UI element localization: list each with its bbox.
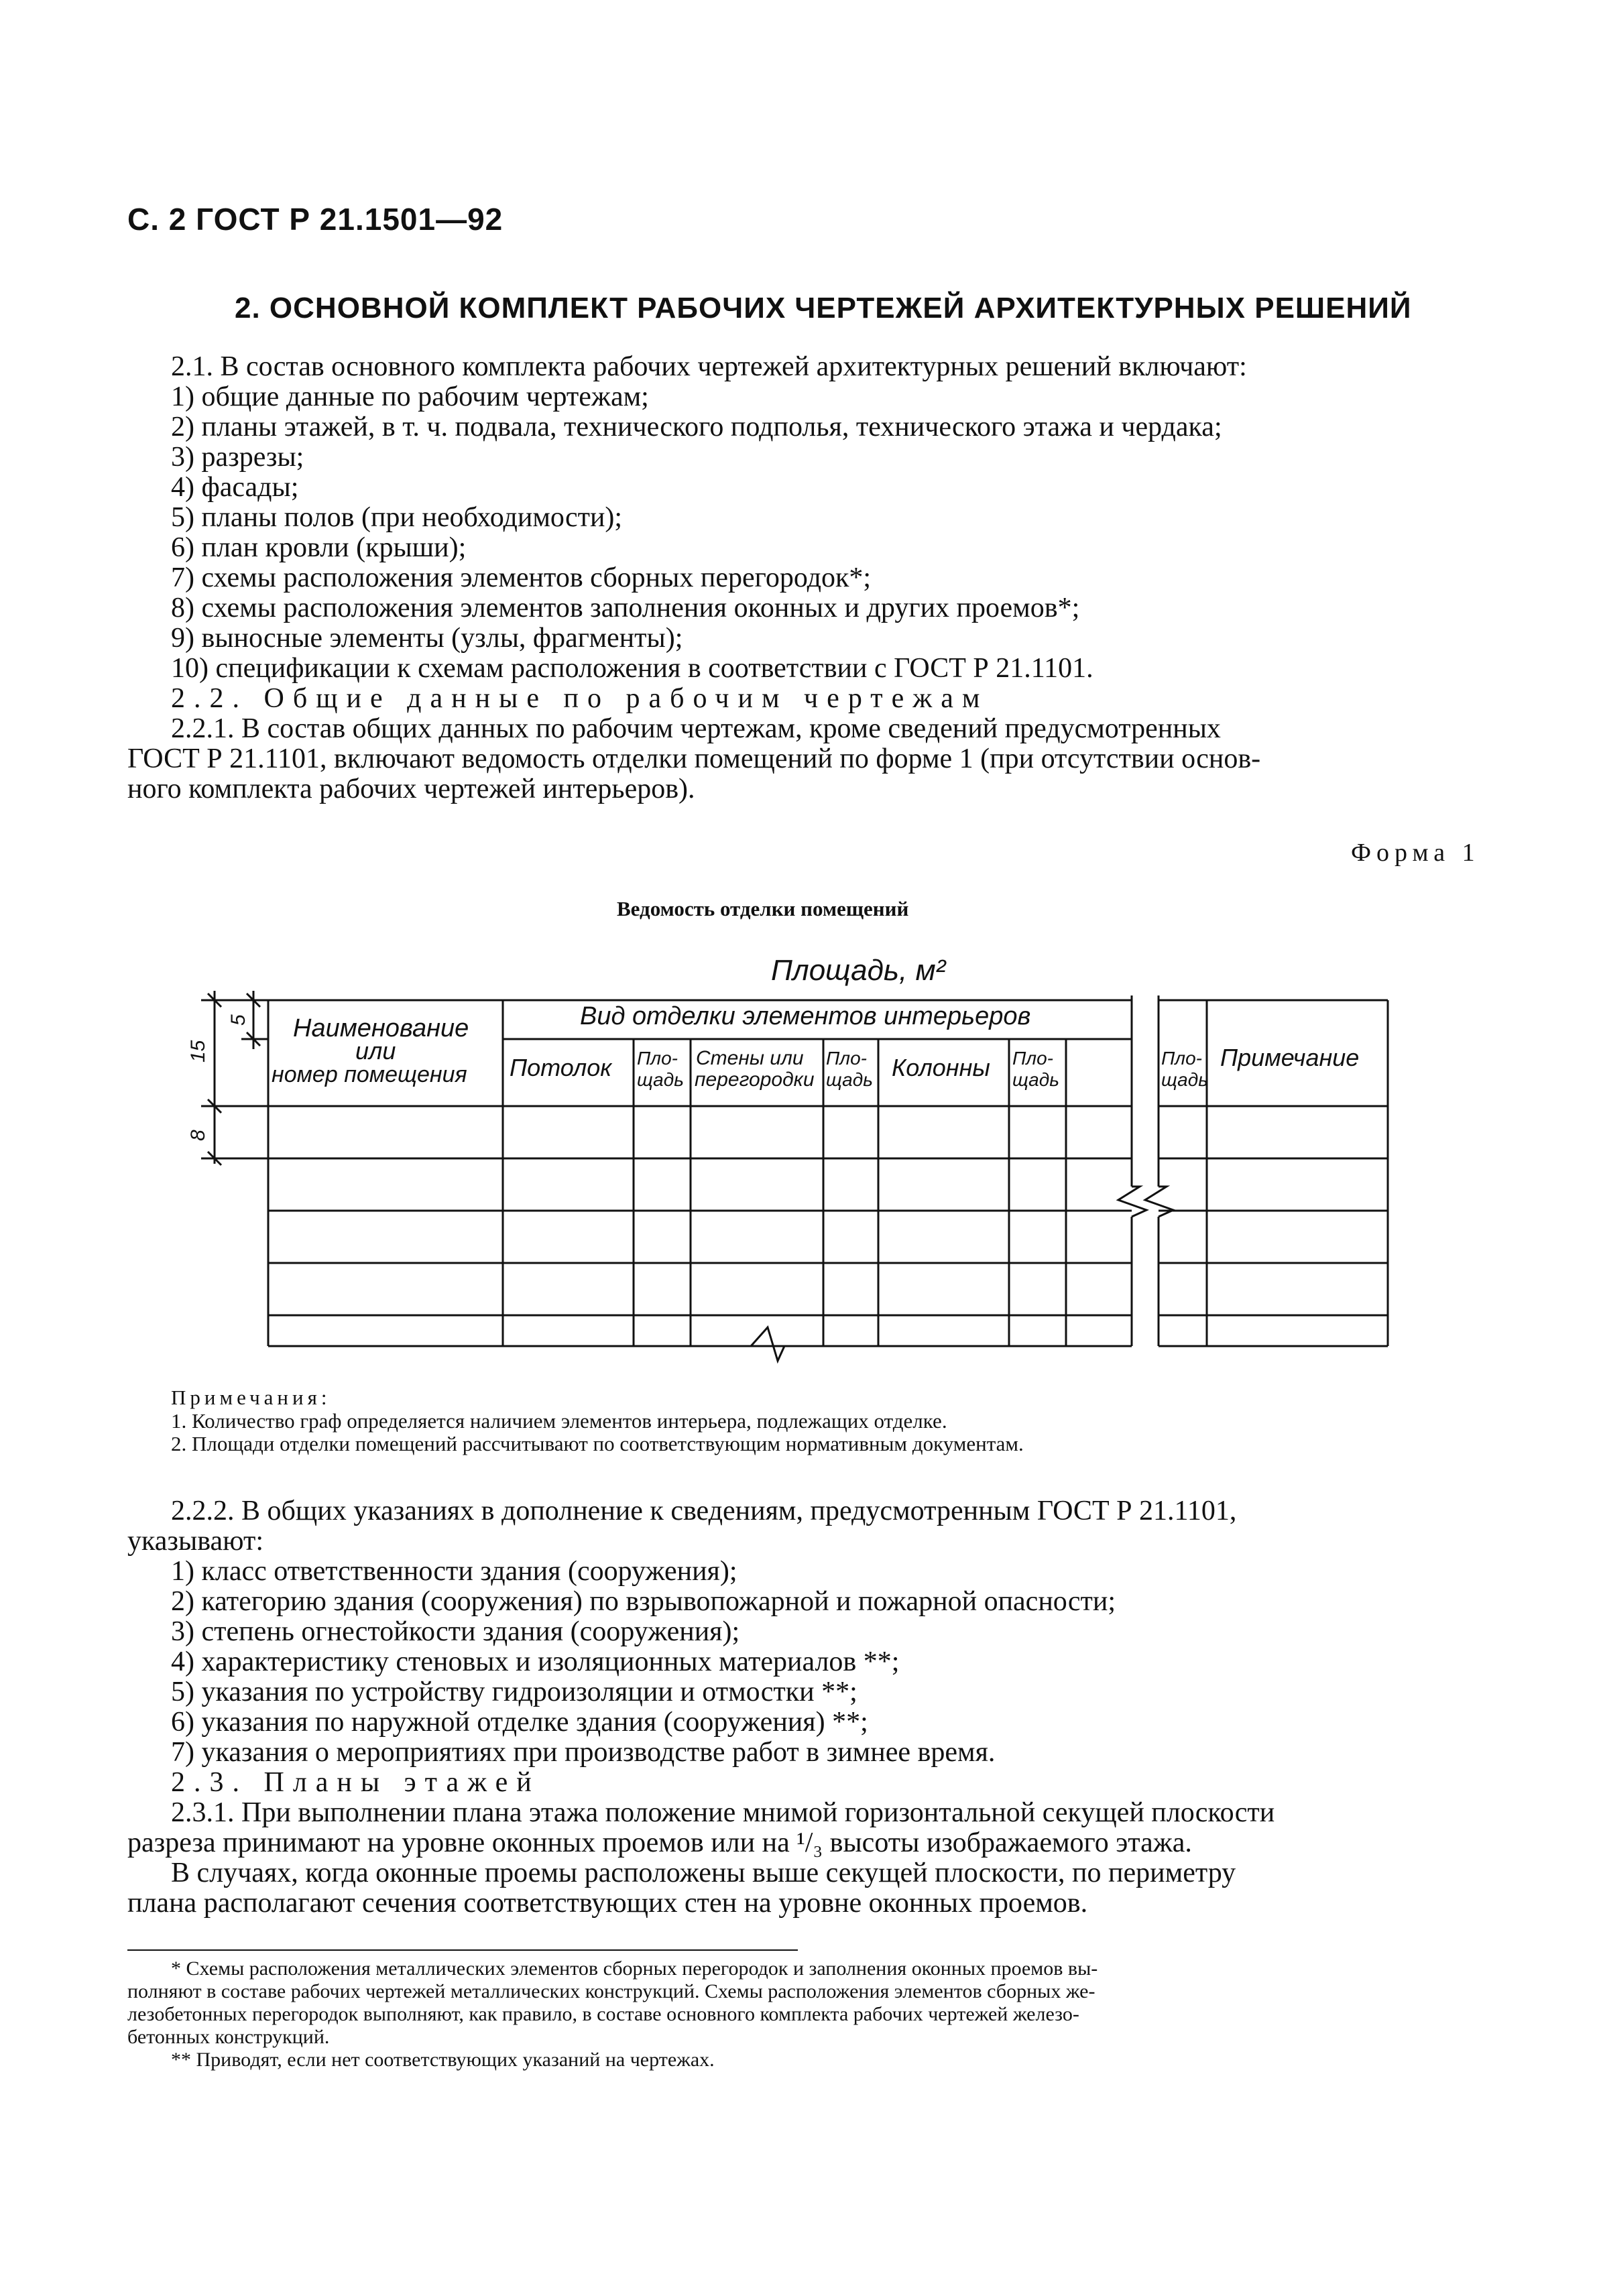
col-area-line1: Пло-	[637, 1048, 678, 1069]
note-item: 1. Количество граф определяется наличием элементов интерьера, подлежащих отделке.	[171, 1409, 947, 1433]
col-name-line1: Наименование	[293, 1014, 469, 1042]
footnote-line: ** Приводят, если нет соответствующих указаний на чертежах.	[171, 2049, 715, 2071]
dimension-15: 15	[187, 1040, 209, 1063]
list-item: 7) схемы расположения элементов сборных перегородок*;	[171, 562, 872, 593]
col-area4-line2: щадь	[1161, 1069, 1208, 1090]
list-item: 5) указания по устройству гидроизоляции и отмостки **;	[171, 1677, 857, 1707]
col-walls-line1: Стены или	[696, 1047, 804, 1069]
col-area2-line1: Пло-	[826, 1048, 867, 1069]
footnote-divider	[127, 1949, 798, 1951]
list-item: 2) категорию здания (сооружения) по взрывопожарной и пожарной опасности;	[171, 1586, 1116, 1617]
list-item: 2) планы этажей, в т. ч. подвала, технического подполья, технического этажа и чердака;	[171, 412, 1222, 442]
col-area3-line2: щадь	[1012, 1069, 1059, 1090]
text-line: разреза принимают на уровне оконных проемов или на ¹/₃ высоты изображаемого этажа.	[127, 1827, 1192, 1858]
col-area2-line2: щадь	[826, 1069, 873, 1090]
footnote-line: лезобетонных перегородок выполняют, как правило, в составе основного комплекта рабочих чертежей железо-	[127, 2003, 1079, 2025]
list-item: 3) разрезы;	[171, 442, 304, 473]
section-title: 2. ОСНОВНОЙ КОМПЛЕКТ РАБОЧИХ ЧЕРТЕЖЕЙ АРХИТЕКТУРНЫХ РЕШЕНИЙ	[235, 292, 1412, 324]
group-header: Вид отделки элементов интерьеров	[580, 1002, 1031, 1030]
col-name-line2: или	[355, 1037, 396, 1065]
dimension-8: 8	[187, 1130, 209, 1141]
footnote-line: * Схемы расположения металлических элементов сборных перегородок и заполнения оконных проемов вы-	[171, 1957, 1098, 1980]
col-area4-line1: Пло-	[1161, 1048, 1202, 1069]
area-header: Площадь, м²	[771, 954, 946, 987]
subsection-2-3: 2.3. Планы этажей	[171, 1767, 540, 1798]
text-line: указывают:	[127, 1526, 263, 1557]
form-label: Форма 1	[1351, 839, 1480, 867]
list-item: 5) планы полов (при необходимости);	[171, 502, 623, 533]
paragraph-2-2-2	[127, 1496, 1236, 1557]
text-line: ного комплекта рабочих чертежей интерьеров).	[127, 774, 695, 804]
note-item: 2. Площади отделки помещений рассчитывают по соответствующим нормативным документам.	[171, 1432, 1024, 1455]
list-item: 4) фасады;	[171, 472, 299, 503]
list-item: 6) план кровли (крыши);	[171, 532, 467, 563]
list-item: 6) указания по наружной отделке здания (сооружения) **;	[171, 1707, 868, 1738]
list-item: 4) характеристику стеновых и изоляционных материалов **;	[171, 1646, 900, 1677]
col-columns: Колонны	[892, 1054, 990, 1081]
list-item: 7) указания о мероприятиях при производстве работ в зимнее время.	[171, 1737, 996, 1768]
footnote-line: бетонных конструкций.	[127, 2026, 330, 2048]
col-name-line3: номер помещения	[272, 1062, 467, 1087]
text-line: 2.2.1. В состав общих данных по рабочим чертежам, кроме сведений предусмотренных	[171, 713, 1221, 744]
footnote-line: полняют в составе рабочих чертежей металлических конструкций. Схемы расположения элементов сборных же-	[127, 1980, 1095, 2002]
list-item: 10) спецификации к схемам расположения в соответствии с ГОСТ Р 21.1101.	[171, 653, 1093, 684]
list-item: 3) степень огнестойкости здания (сооружения);	[171, 1616, 740, 1647]
text-line: 2.2.2. В общих указаниях в дополнение к сведениям, предусмотренным ГОСТ Р 21.1101,	[171, 1496, 1237, 1526]
col-ceiling: Потолок	[510, 1054, 612, 1081]
footnotes	[127, 1957, 1098, 2071]
list-item: 1) общие данные по рабочим чертежам;	[171, 381, 649, 412]
col-note: Примечание	[1220, 1044, 1360, 1071]
text-line: ГОСТ Р 21.1101, включают ведомость отделки помещений по форме 1 (при отсутствии основ-	[127, 743, 1261, 774]
page-header: С. 2 ГОСТ Р 21.1501—92	[127, 202, 504, 237]
paragraph-2-3-1	[127, 1798, 1275, 1919]
col-walls-line2: перегородки	[695, 1069, 815, 1091]
list-2	[171, 1557, 1116, 1768]
col-area-line2: щадь	[637, 1069, 684, 1090]
col-area3-line1: Пло-	[1012, 1048, 1053, 1069]
text-line: плана располагают сечения соответствующих стен на уровне оконных проемов.	[127, 1888, 1088, 1919]
list-item: 8) схемы расположения элементов заполнения оконных и других проемов*;	[171, 593, 1080, 623]
paragraph-2-1: 2.1. В состав основного комплекта рабочих чертежей архитектурных решений включают:	[171, 351, 1247, 382]
subsection-2-2: 2.2. Общие данные по рабочим чертежам	[171, 683, 989, 714]
list-item: 9) выносные элементы (узлы, фрагменты);	[171, 623, 683, 654]
dimension-5: 5	[227, 1014, 249, 1026]
list-item: 1) класс ответственности здания (сооружения);	[171, 1556, 737, 1587]
table-caption: Ведомость отделки помещений	[617, 897, 909, 920]
text-line: 2.3.1. При выполнении плана этажа положение мнимой горизонтальной секущей плоскости	[171, 1797, 1275, 1828]
notes-title: Примечания:	[171, 1386, 331, 1409]
text-line: В случаях, когда оконные проемы расположены выше секущей плоскости, по периметру	[171, 1858, 1236, 1888]
notes-list	[171, 1410, 1024, 1455]
